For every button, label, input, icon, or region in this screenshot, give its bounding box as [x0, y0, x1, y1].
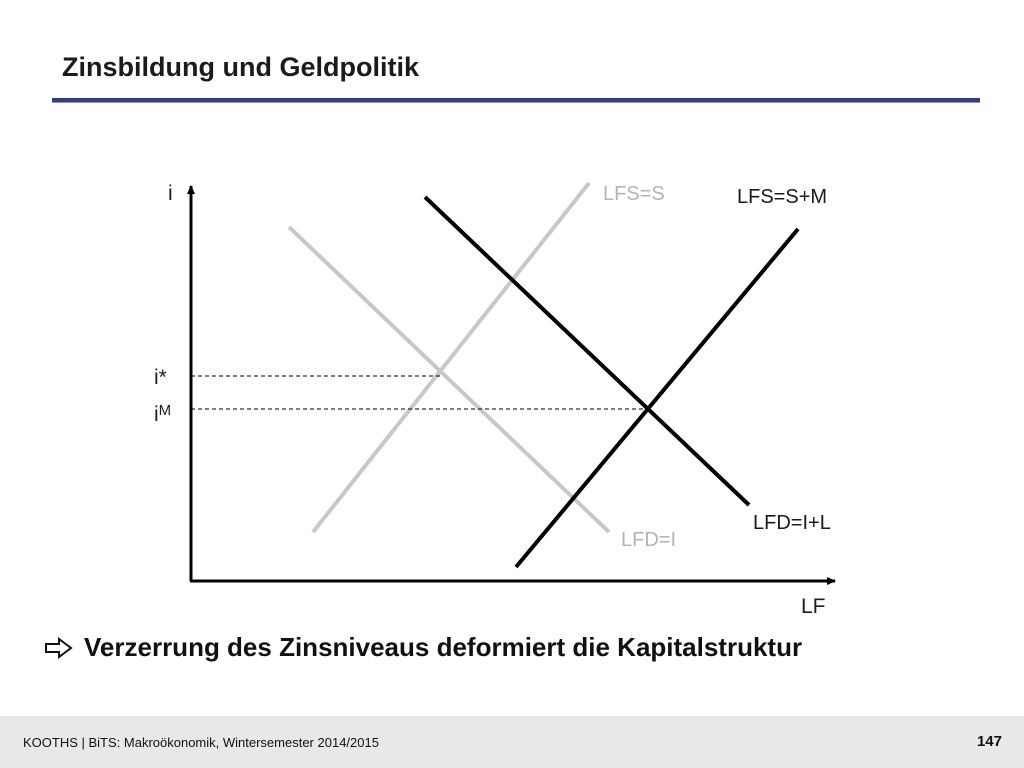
i-star-label: i* [154, 366, 167, 389]
i-m-label-base: i [154, 403, 159, 426]
slide-title: Zinsbildung und Geldpolitik [62, 52, 419, 82]
page-number: 147 [976, 733, 1002, 750]
i-m-label-superscript: M [158, 402, 172, 419]
lfs-s-curve [313, 183, 589, 532]
conclusion-text: Verzerrung des Zinsniveaus deformiert die Kapitalstruktur [84, 632, 803, 662]
i-m-label [154, 402, 171, 426]
footer-bar [0, 716, 1024, 768]
lfd-i-l-label: LFD=I+L [753, 512, 831, 534]
y-axis-label: i [168, 182, 173, 205]
x-axis-label: LF [801, 595, 826, 618]
conclusion-statement [44, 632, 802, 663]
lfd-i-label: LFD=I [621, 529, 677, 551]
footer-text: KOOTHS | BiTS: Makroökonomik, Wintersemester 2014/2015 [23, 735, 379, 750]
right-arrow-icon [44, 636, 74, 660]
lfd-i-l-curve [425, 197, 749, 505]
lfs-s-m-label: LFS=S+M [737, 186, 828, 208]
lfd-i-curve [289, 227, 609, 532]
lfs-s-label: LFS=S [603, 183, 665, 205]
